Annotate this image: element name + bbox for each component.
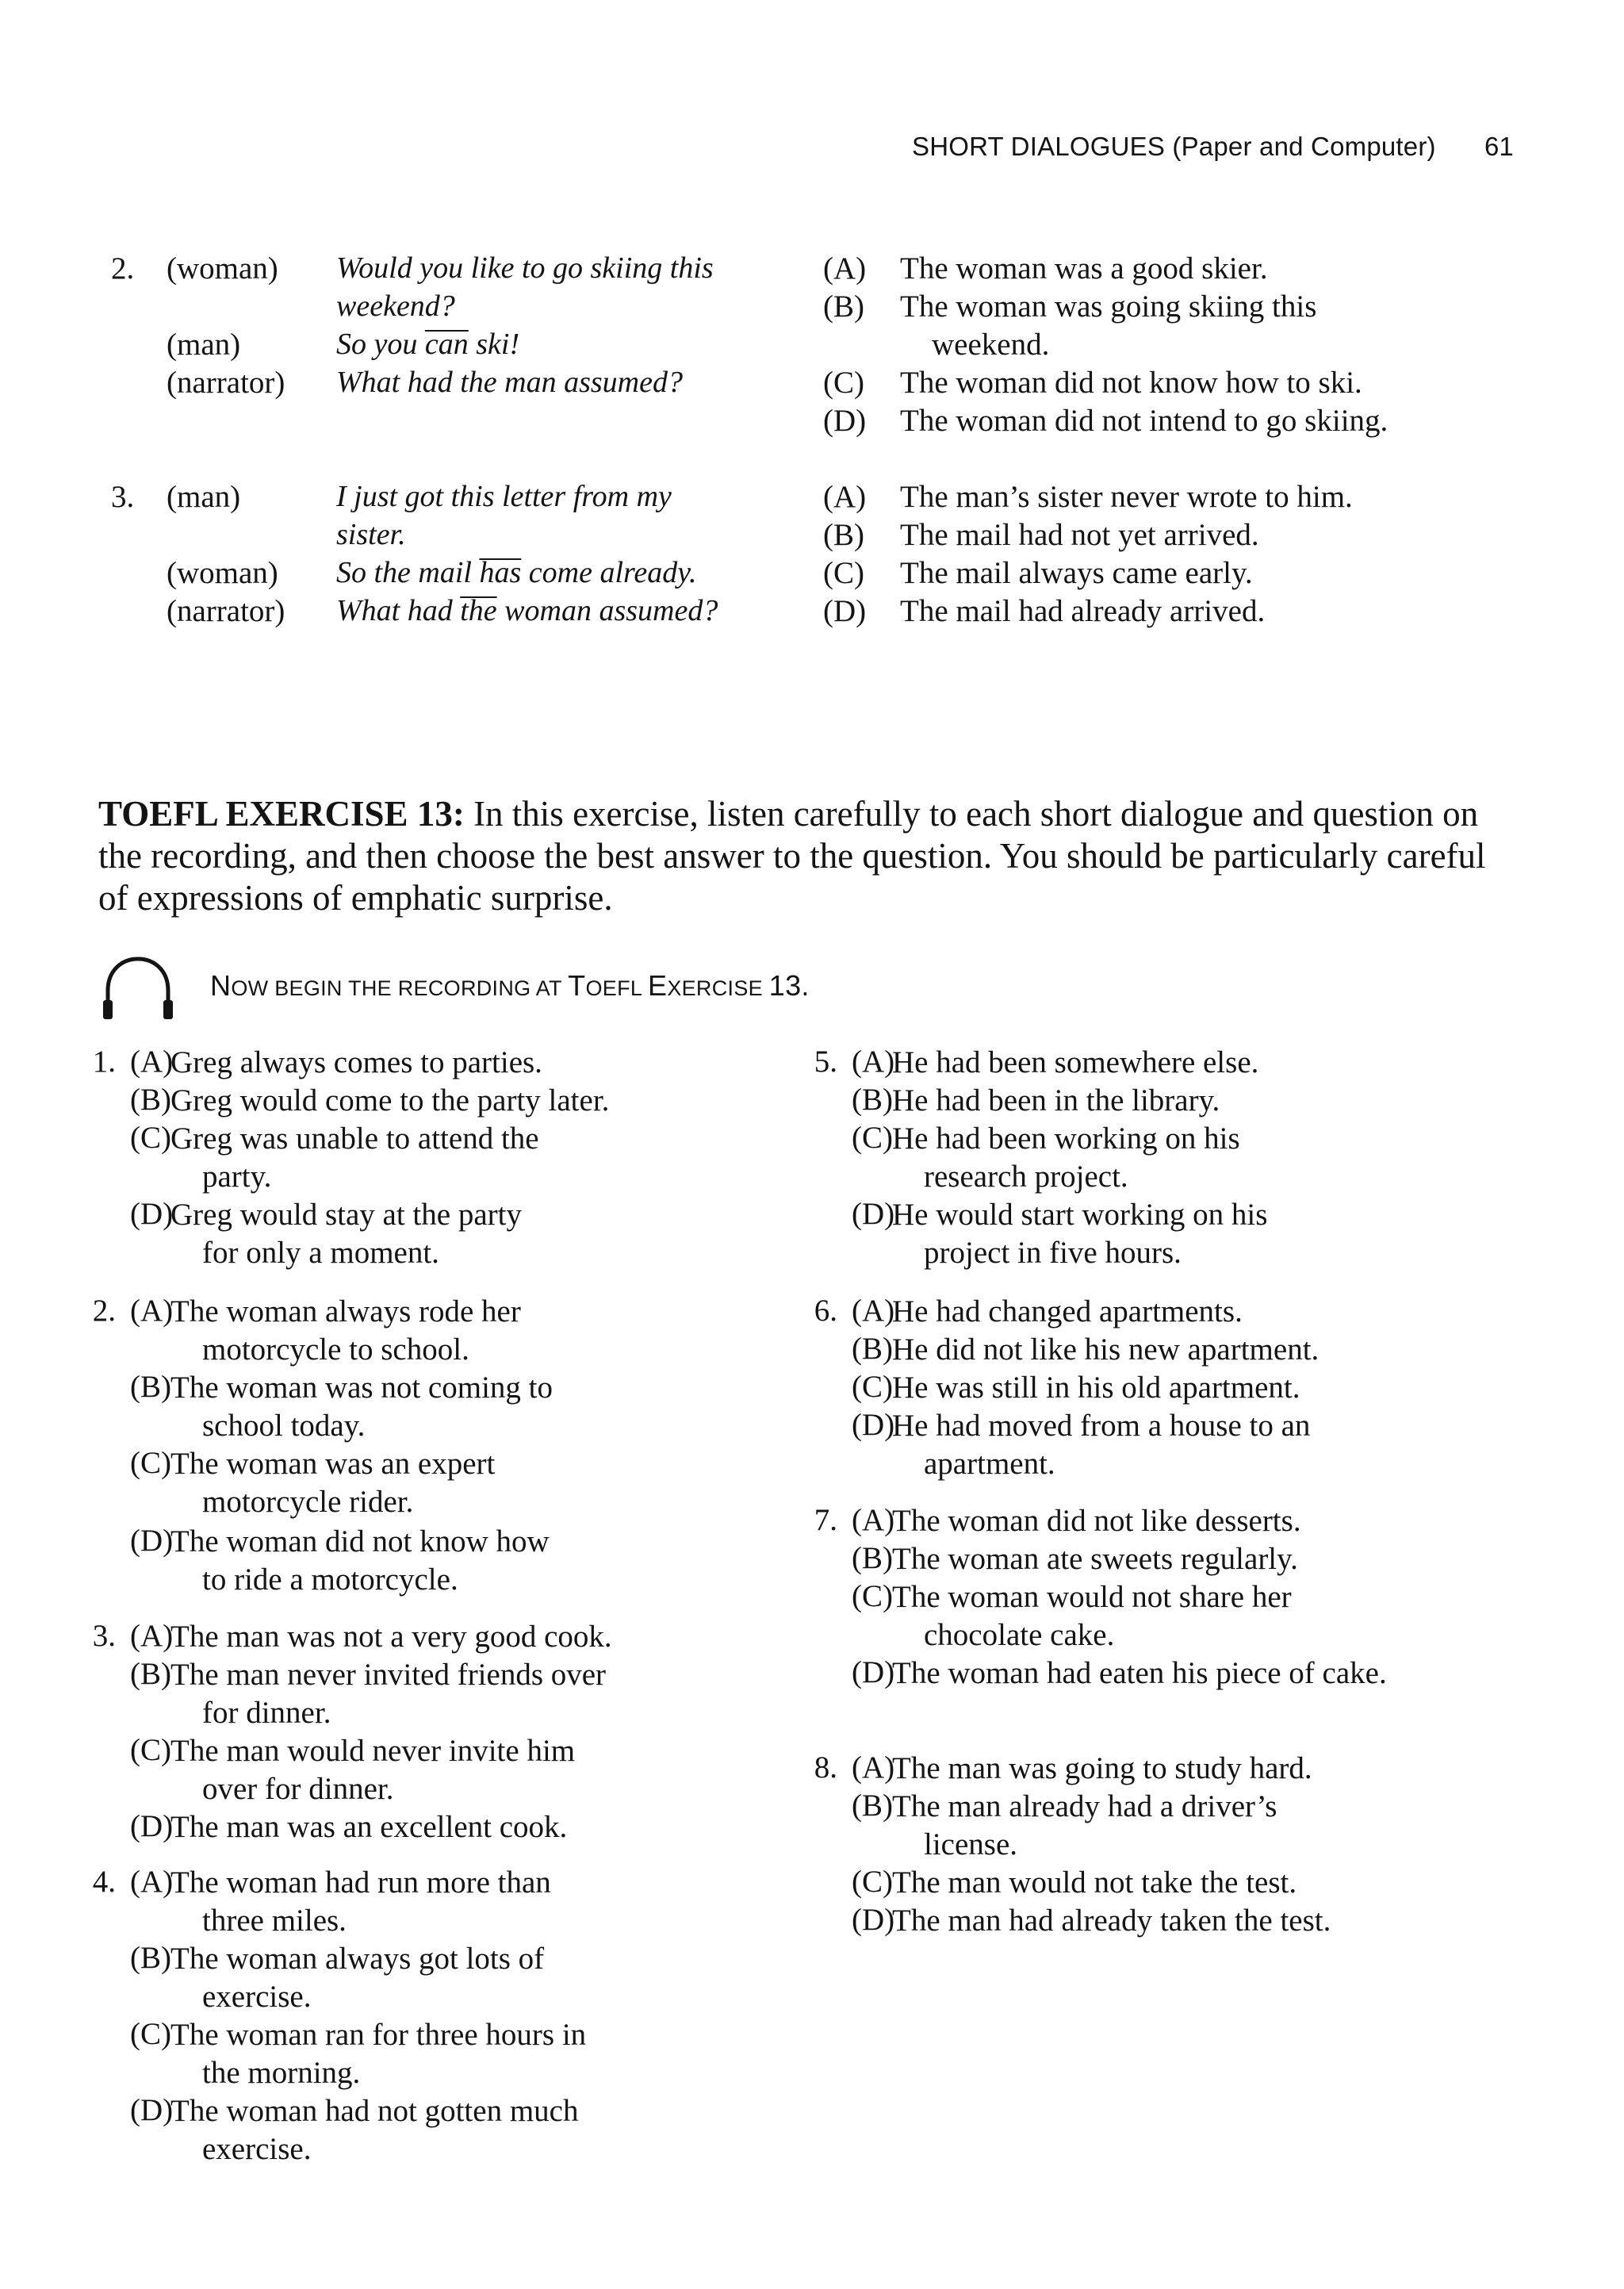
running-header: SHORT DIALOGUES (Paper and Computer) xyxy=(912,132,1436,161)
answer-option[interactable]: (C) Greg was unable to attend the party. xyxy=(130,1121,539,1194)
answer-option[interactable]: (D) The man had already taken the test. xyxy=(852,1903,1331,1938)
headphones-icon xyxy=(98,956,178,1021)
answer-option[interactable]: (C) The woman would not share her chocolate cake. xyxy=(852,1579,1292,1652)
answer-option[interactable]: (D) The woman had not gotten much exercise. xyxy=(130,2093,579,2166)
speaker-label: (narrator) xyxy=(167,366,285,400)
speaker-label: (woman) xyxy=(167,251,278,286)
answer-option[interactable]: (C) The man would never invite him over for dinner. xyxy=(130,1733,576,1806)
dialogue-line: What had the man assumed? xyxy=(336,366,683,399)
question-number: 3. xyxy=(92,1619,116,1653)
answer-letter: (C) xyxy=(823,366,864,400)
question-number: 2. xyxy=(92,1294,116,1328)
answer-letter: (A) xyxy=(823,251,867,286)
dialogue-line: So you can ski! xyxy=(336,328,520,361)
answer-option[interactable]: (A) The woman did not like desserts. xyxy=(852,1503,1301,1538)
answer-option[interactable]: (C) The man would not take the test. xyxy=(852,1865,1297,1900)
question-number: 7. xyxy=(814,1503,837,1537)
answer-option[interactable]: (D) The woman had eaten his piece of cake. xyxy=(852,1655,1387,1690)
answer-option[interactable]: (B) He had been in the library. xyxy=(852,1083,1220,1118)
page-number: 61 xyxy=(1484,132,1514,161)
dialogue-line: What had the woman assumed? xyxy=(336,594,718,627)
answer-text: The man’s sister never wrote to him. xyxy=(900,480,1353,514)
answer-text: The woman was a good skier. xyxy=(900,251,1268,286)
emphasis-underline: the xyxy=(460,594,497,627)
dialogue-line-continued: sister. xyxy=(336,518,406,551)
answer-text: The mail had not yet arrived. xyxy=(900,518,1259,552)
question-number: 8. xyxy=(814,1750,837,1785)
question-number: 4. xyxy=(92,1865,116,1899)
dialogue-line: So the mail has come already. xyxy=(336,556,697,589)
answer-option[interactable]: (D) The woman did not know how to ride a motorcycle. xyxy=(130,1524,550,1597)
answer-text: The woman did not intend to go skiing. xyxy=(900,404,1388,438)
answer-text: The mail always came early. xyxy=(900,556,1253,590)
example-number: 3. xyxy=(111,480,135,514)
speaker-label: (man) xyxy=(167,328,241,362)
answer-letter: (D) xyxy=(823,594,867,628)
speaker-label: (man) xyxy=(167,480,241,514)
answer-text: The woman did not know how to ski. xyxy=(900,366,1362,400)
answer-option[interactable]: (B) The man already had a driver’s license. xyxy=(852,1789,1277,1861)
answer-option[interactable]: (B) The woman always got lots of exercise. xyxy=(130,1941,545,2014)
answer-option[interactable]: (A) The man was going to study hard. xyxy=(852,1750,1312,1785)
question-number: 5. xyxy=(814,1045,837,1079)
exercise-instructions: TOEFL EXERCISE 13: In this exercise, listen carefully to each short dialogue and question on the recording, and then choose the best answer to the question. You should be particularly careful of expressions of emphatic surprise. xyxy=(98,794,1486,918)
answer-letter: (C) xyxy=(823,556,864,590)
answer-option[interactable]: (B) The woman ate sweets regularly. xyxy=(852,1541,1298,1576)
answer-option[interactable]: (C) He had been working on his research project. xyxy=(852,1121,1240,1194)
answer-option[interactable]: (A) He had changed apartments. xyxy=(852,1294,1243,1329)
dialogue-line: I just got this letter from my xyxy=(336,480,672,513)
answer-option[interactable]: (D) Greg would stay at the party for only a moment. xyxy=(130,1197,522,1270)
answer-text-continued: weekend. xyxy=(932,328,1050,362)
answer-letter: (B) xyxy=(823,289,864,324)
answer-option[interactable]: (D) He had moved from a house to an apartment. xyxy=(852,1408,1311,1481)
answer-option[interactable]: (D) He would start working on his project in five hours. xyxy=(852,1197,1268,1270)
answer-letter: (A) xyxy=(823,480,867,514)
answer-option[interactable]: (C) The woman ran for three hours in the morning. xyxy=(130,2017,587,2090)
speaker-label: (woman) xyxy=(167,556,278,590)
question-number: 6. xyxy=(814,1294,837,1328)
answer-letter: (B) xyxy=(823,518,864,552)
example-number: 2. xyxy=(111,251,135,286)
speaker-label: (narrator) xyxy=(167,594,285,628)
answer-option[interactable]: (C) The woman was an expert motorcycle rider. xyxy=(130,1446,496,1519)
answer-option[interactable]: (D) The man was an excellent cook. xyxy=(130,1809,568,1844)
answer-option[interactable]: (A) The man was not a very good cook. xyxy=(130,1619,612,1654)
answer-text: The mail had already arrived. xyxy=(900,594,1266,628)
recording-note: NOW BEGIN THE RECORDING AT TOEFL EXERCISE 13. xyxy=(210,969,810,1002)
answer-option[interactable]: (A) He had been somewhere else. xyxy=(852,1045,1259,1079)
answer-letter: (D) xyxy=(823,404,867,438)
answer-text: The woman was going skiing this xyxy=(900,289,1317,324)
answer-option[interactable]: (B) Greg would come to the party later. xyxy=(130,1083,610,1118)
answer-option[interactable]: (B) The woman was not coming to school today. xyxy=(130,1370,553,1443)
dialogue-line: Would you like to go skiing this xyxy=(336,251,714,285)
answer-option[interactable]: (A) The woman had run more than three miles. xyxy=(130,1865,551,1938)
answer-option[interactable]: (A) The woman always rode her motorcycle to school. xyxy=(130,1294,521,1367)
emphasis-underline: can xyxy=(424,328,469,361)
exercise-title: TOEFL EXERCISE 13: xyxy=(98,794,465,834)
emphasis-underline: has xyxy=(479,556,522,589)
answer-option[interactable]: (C) He was still in his old apartment. xyxy=(852,1370,1300,1405)
answer-option[interactable]: (A) Greg always comes to parties. xyxy=(130,1045,542,1079)
answer-option[interactable]: (B) The man never invited friends over for dinner. xyxy=(130,1657,607,1730)
answer-option[interactable]: (B) He did not like his new apartment. xyxy=(852,1332,1320,1367)
dialogue-line-continued: weekend? xyxy=(336,289,455,323)
question-number: 1. xyxy=(92,1045,116,1079)
